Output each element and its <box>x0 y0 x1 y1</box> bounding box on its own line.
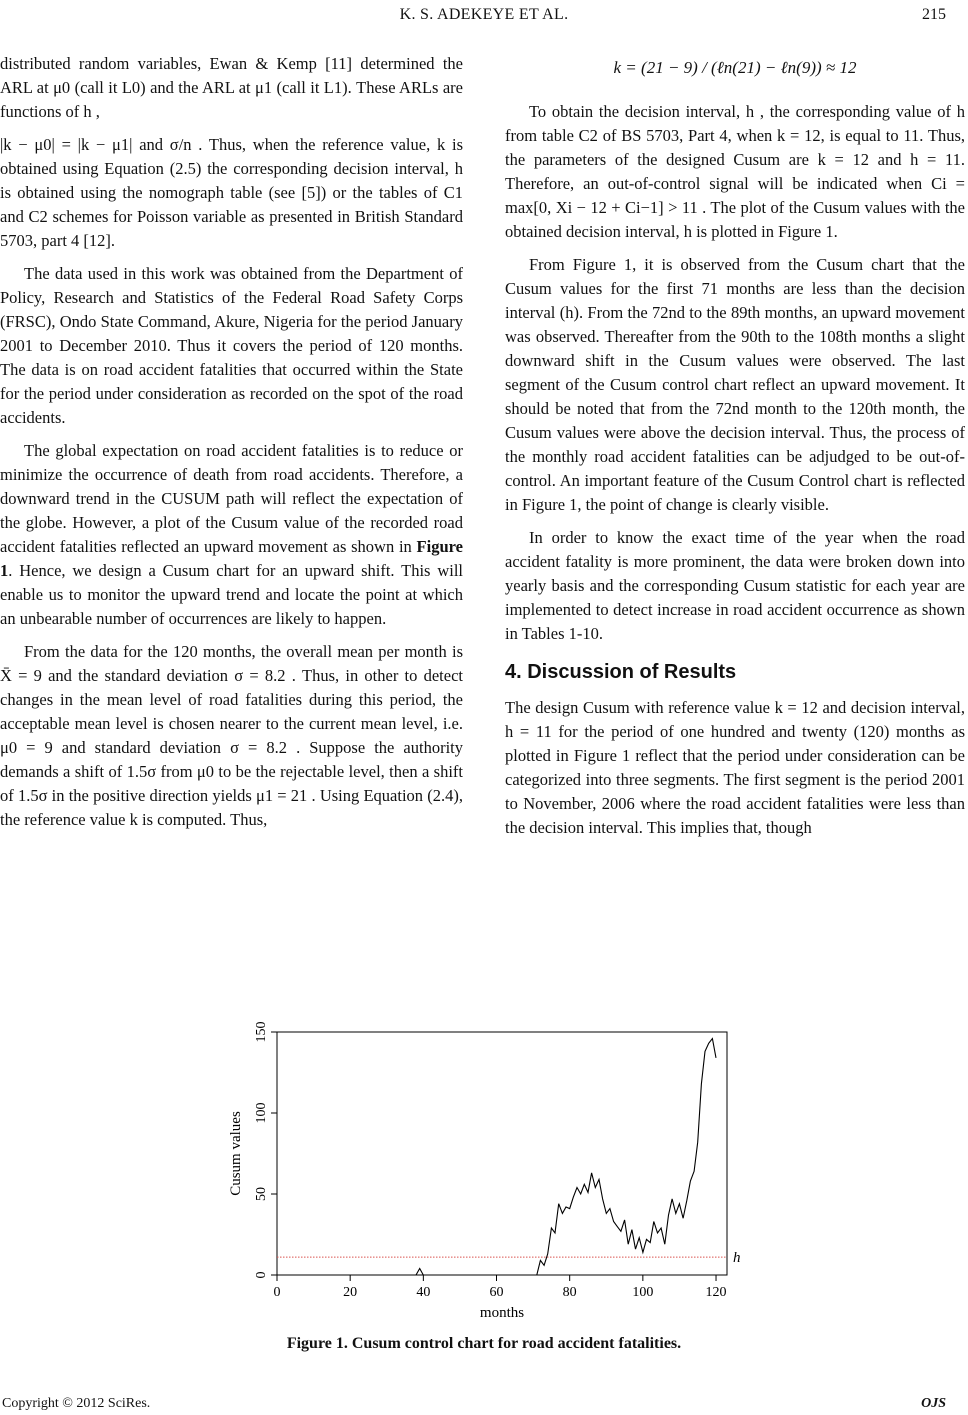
left-column <box>0 52 463 841</box>
paragraph: To obtain the decision interval, h , the corresponding value of h from table C2 of BS 5703, Part 4, when k = 12, is equal to 11. Thus, the parameters of the designed Cusum are k = 12 and h = 11. Therefore, an out-of-control signal will be indicated when Ci = max[0, Xi − 12 + Ci−1] > 11 . The plot of the Cusum values with the obtained decision interval, h is plotted in Figure 1. <box>505 102 965 241</box>
page-number: 215 <box>922 6 946 23</box>
x-tick-label: 20 <box>343 1285 358 1300</box>
journal-name: OJS <box>921 1396 946 1411</box>
paragraph-text: . Hence, we design a Cusum chart for an upward shift. This will enable us to monitor the upward trend and locate the point at which an unbearable number of occurrences are likely to happen. <box>0 561 463 628</box>
paragraph: distributed random variables, Ewan & Kemp [11] determined the ARL at μ0 (call it L0) and the ARL at μ1 (call it L1). These ARLs are functions of h , <box>0 54 463 121</box>
equation: k = (21 − 9) / (ℓn(21) − ℓn(9)) ≈ 12 <box>613 58 857 77</box>
figure-caption: Figure 1. Cusum control chart for road accident fatalities. <box>286 1335 682 1352</box>
y-tick-label: 150 <box>254 1021 269 1043</box>
section-heading: 4. Discussion of Results <box>505 661 737 683</box>
figure-1 <box>222 1020 746 1325</box>
y-tick-label: 50 <box>254 1187 269 1201</box>
plot-frame <box>277 1032 727 1275</box>
x-tick-label: 60 <box>489 1285 504 1300</box>
y-axis-label: Cusum values <box>228 1111 244 1196</box>
paragraph: The design Cusum with reference value k = 12 and decision interval, h = 11 for the period of one hundred and twenty (120) months as plotted in Figure 1 reflect that the period under consideration can be categorized into three segments. The first segment is the period 2001 to November, 2006 where the road accident fatalities were less than the decision interval. This implies that, though <box>505 698 965 837</box>
page-header <box>0 0 968 30</box>
paragraph: From the data for the 120 months, the overall mean per month is X̄ = 9 and the standard deviation σ = 8.2 . Thus, in other to detect changes in the mean level of road fatalities during this period, the acceptable mean level is chosen nearer to the current mean level, i.e. μ0 = 9 and standard deviation σ = 8.2 . Suppose the authority demands a shift of 1.5σ from μ0 to be the rejectable level, then a shift of 1.5σ in the positive direction yields μ1 = 21 . Using Equation (2.4), the reference value k is computed. Thus, <box>0 642 463 829</box>
paragraph: The data used in this work was obtained from the Department of Policy, Research and Statistics of the Federal Road Safety Corps (FRSC), Ondo State Command, Akure, Nigeria for the period January 2001 to December 2010. Thus it covers the period of 120 months. The data is on road accident fatalities that occurred within the State for the period under consideration as recorded on the spot of the road accidents. <box>0 264 463 427</box>
paragraph: In order to know the exact time of the year when the road accident fatality is more prominent, the data were broken down into yearly basis and the corresponding Cusum statistic for each year are implemented to detect increase in road accident occurrence as shown in Tables 1-10. <box>505 528 965 643</box>
right-column <box>505 52 965 849</box>
cusum-chart <box>222 1020 746 1325</box>
x-tick-label: 0 <box>273 1285 281 1300</box>
x-tick-label: 120 <box>705 1285 727 1300</box>
paragraph <box>0 439 463 631</box>
figure-ref: Figure 1 <box>0 537 463 580</box>
paragraph-text: The global expectation on road accident fatalities is to reduce or minimize the occurrence of death from road accidents. Therefore, a downward trend in the CUSUM path will reflect the expectation of the globe. However, a plot of the Cusum value of the recorded road accident fatalities reflected an upward movement as shown in <box>0 441 463 556</box>
x-tick-label: 40 <box>416 1285 431 1300</box>
x-tick-label: 80 <box>562 1285 577 1300</box>
y-tick-label: 100 <box>254 1102 269 1124</box>
paragraph: From Figure 1, it is observed from the Cusum chart that the Cusum values for the first 71 months are less than the decision interval (h). From the 72nd to the 89th months, an upward movement was observed. Thereafter from the 90th to the 108th months a slight downward shift in the Cusum values were observed. The last segment of the Cusum control chart reflect an upward movement. It should be noted that from the 72nd month to the 120th month, the Cusum values were above the decision interval. Thus, the process of the monthly road accident fatalities can be adjudged to be out-of-control. An important feature of the Cusum Control chart is reflected in Figure 1, the point of change is clearly visible. <box>505 255 965 514</box>
x-tick-label: 100 <box>632 1285 654 1300</box>
copyright: Copyright © 2012 SciRes. <box>2 1396 151 1411</box>
x-axis-label: months <box>479 1305 525 1321</box>
decision-interval-label: h <box>733 1250 741 1267</box>
paragraph: |k − μ0| = |k − μ1| and σ/n . Thus, when the reference value, k is obtained using Equation (2.5) the corresponding decision interval, h is obtained using the nomograph table (see [5]) or the tables of C1 and C2 schemes for Poisson variable as presented in British Standard 5703, part 4 [12]. <box>0 135 463 250</box>
cusum-series-line <box>281 1039 716 1276</box>
running-title: K. S. ADEKEYE ET AL. <box>399 6 569 23</box>
y-tick-label: 0 <box>254 1271 269 1279</box>
